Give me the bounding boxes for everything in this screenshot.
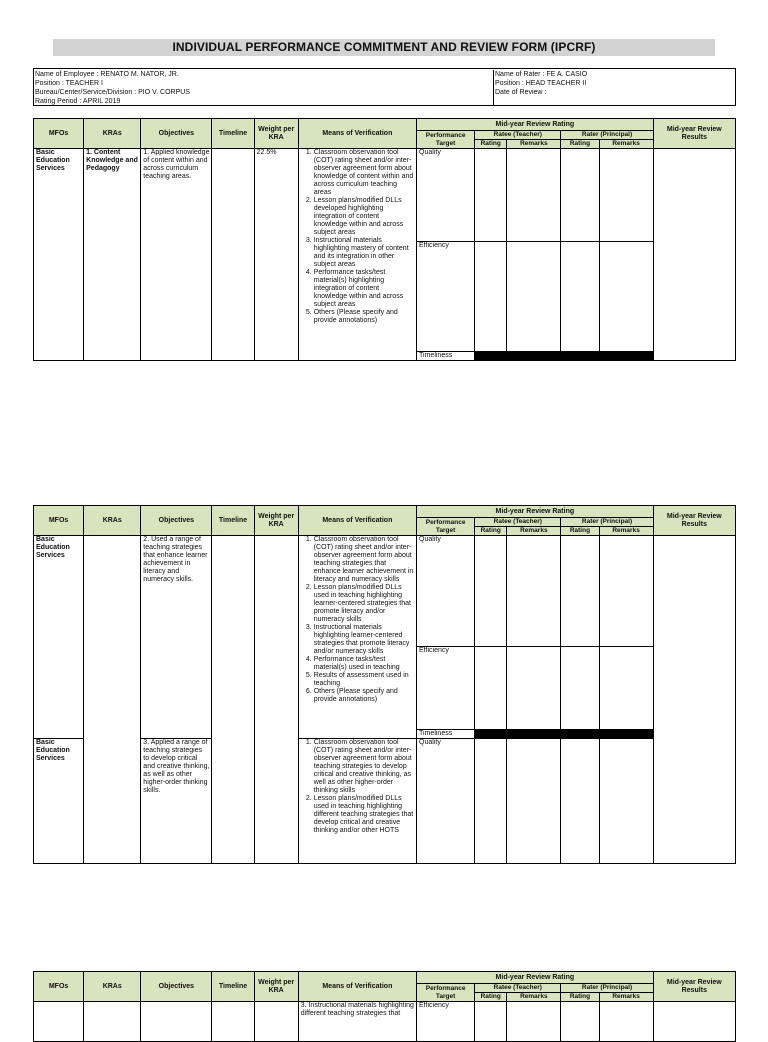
- header-rater-rating: Rating: [561, 140, 599, 149]
- target-timeliness: Timeliness: [417, 730, 475, 739]
- header-mfos: MFOs: [34, 119, 84, 149]
- header-ratee-rating: Rating: [475, 140, 507, 149]
- date-of-review: Date of Review :: [495, 89, 547, 96]
- midyear-results-cell: [653, 536, 735, 864]
- header-ratee: Ratee (Teacher): [475, 131, 561, 140]
- kra-cell: [84, 536, 141, 864]
- mov-item: 4. Performance tasks/test material(s) used in teaching: [314, 656, 414, 672]
- mov-item: 2. Lesson plans/modified DLLs used in teaching highlighting different teaching strategies that develop critical and creative thinking and/or other HOTS: [314, 795, 414, 835]
- objective-cell: 2. Used a range of teaching strategies that enhance learner achievement in literacy and numeracy skills.: [141, 536, 212, 739]
- header-mfos: MFOs: [34, 972, 84, 1002]
- mov-item: 6. Others (Please specify and provide annotations): [314, 688, 414, 704]
- employee-bureau: Bureau/Center/Service/Division : PIO V. CORPUS: [35, 89, 190, 96]
- mov-item: 5. Others (Please specify and provide annotations): [314, 309, 414, 325]
- mfo-cell: Basic Education Services: [34, 536, 84, 739]
- mov-item: 3. Instructional materials highlighting different teaching strategies that: [300, 1002, 414, 1017]
- header-ratee-remarks: Remarks: [507, 993, 561, 1002]
- header-midyear-results: Mid-year Review Results: [653, 119, 735, 149]
- header-kras: KRAs: [84, 119, 141, 149]
- header-kras: KRAs: [84, 972, 141, 1002]
- header-rater-rating: Rating: [561, 993, 599, 1002]
- objective-cell: 3. Applied a range of teaching strategies to develop critical and creative thinking, as well as other higher-order thinking skills.: [141, 739, 212, 864]
- header-performance-target: Performance Target: [417, 518, 475, 536]
- employee-info: [34, 70, 494, 106]
- header-ratee-remarks: Remarks: [507, 140, 561, 149]
- header-midyear-rating: Mid-year Review Rating: [417, 119, 654, 131]
- header-midyear-results: Mid-year Review Results: [653, 972, 735, 1002]
- header-mov: Means of Verification: [298, 119, 416, 149]
- mov-item: 1. Classroom observation tool (COT) rating sheet and/or inter-observer agreement form about teaching strategies that enhance learner achievement in literacy and numeracy skills: [314, 536, 414, 584]
- header-rater-rating: Rating: [561, 527, 599, 536]
- header-weight: Weight per KRA: [254, 119, 298, 149]
- mov-item: 3. Instructional materials highlighting learner-centered strategies that promote literacy and/or numeracy skills: [314, 624, 414, 656]
- form-title: INDIVIDUAL PERFORMANCE COMMITMENT AND REVIEW FORM (IPCRF): [53, 39, 715, 56]
- header-midyear-results: Mid-year Review Results: [653, 506, 735, 536]
- header-mfos: MFOs: [34, 506, 84, 536]
- weight-cell: 22.5%: [254, 149, 298, 361]
- employee-info-box: [33, 68, 736, 106]
- header-midyear-rating: Mid-year Review Rating: [417, 972, 654, 984]
- header-weight: Weight per KRA: [254, 972, 298, 1002]
- header-timeline: Timeline: [212, 972, 254, 1002]
- mov-cell: [298, 536, 416, 739]
- header-weight: Weight per KRA: [254, 506, 298, 536]
- mov-cell: [298, 149, 416, 361]
- target-efficiency: Efficiency: [417, 647, 475, 730]
- target-quality: Quality: [417, 536, 475, 647]
- employee-position: Position : TEACHER I: [35, 80, 103, 87]
- mov-item: 4. Performance tasks/test material(s) highlighting integration of content knowledge within and across subject areas: [314, 269, 414, 309]
- header-rater-remarks: Remarks: [599, 993, 653, 1002]
- target-timeliness: Timeliness: [417, 352, 475, 361]
- header-performance-target: Performance Target: [417, 984, 475, 1002]
- header-rater: Rater (Principal): [561, 131, 653, 140]
- header-rater: Rater (Principal): [561, 518, 653, 527]
- mfo-cell: Basic Education Services: [34, 739, 84, 864]
- ipcrf-table-2: [33, 505, 736, 864]
- header-mov: Means of Verification: [298, 506, 416, 536]
- header-objectives: Objectives: [141, 506, 212, 536]
- mov-item: 1. Classroom observation tool (COT) rating sheet and/or inter-observer agreement form about knowledge of content within and across curriculum teaching areas: [314, 149, 414, 197]
- mov-item: 2. Lesson plans/modified DLLs used in teaching highlighting learner-centered strategies that promote literacy and/or numeracy skills: [314, 584, 414, 624]
- target-efficiency: Efficiency: [417, 1002, 475, 1042]
- timeline-cell: [212, 536, 254, 864]
- header-midyear-rating: Mid-year Review Rating: [417, 506, 654, 518]
- header-rater-remarks: Remarks: [599, 527, 653, 536]
- timeline-cell: [212, 149, 254, 361]
- header-ratee-remarks: Remarks: [507, 527, 561, 536]
- header-kras: KRAs: [84, 506, 141, 536]
- header-ratee-rating: Rating: [475, 993, 507, 1002]
- header-rater: Rater (Principal): [561, 984, 653, 993]
- mov-cell: [298, 739, 416, 864]
- midyear-results-cell: [653, 149, 735, 361]
- rating-period: Rating Period : APRIL 2019: [35, 98, 121, 105]
- rater-position: Position : HEAD TEACHER II: [495, 80, 587, 87]
- header-objectives: Objectives: [141, 119, 212, 149]
- mov-item: 3. Instructional materials highlighting mastery of content and its integration in other subject areas: [314, 237, 414, 269]
- rater-name: Name of Rater : FE A. CASIO: [495, 71, 588, 78]
- mov-item: 1. Classroom observation tool (COT) rating sheet and/or inter-observer agreement form about teaching strategies to develop critical and creative thinking, as well as other higher-order thinking skills: [314, 739, 414, 795]
- header-timeline: Timeline: [212, 506, 254, 536]
- weight-cell: [254, 536, 298, 864]
- mov-cell: [298, 1002, 416, 1042]
- mov-item: 2. Lesson plans/modified DLLs developed highlighting integration of content knowledge within and across subject areas: [314, 197, 414, 237]
- employee-name: Name of Employee : RENATO M. NATOR, JR.: [35, 71, 179, 78]
- header-objectives: Objectives: [141, 972, 212, 1002]
- header-timeline: Timeline: [212, 119, 254, 149]
- header-performance-target: Performance Target: [417, 131, 475, 149]
- target-efficiency: Efficiency: [417, 242, 475, 352]
- mov-item: 5. Results of assessment used in teaching: [314, 672, 414, 688]
- ipcrf-table-3: [33, 971, 736, 1042]
- header-ratee: Ratee (Teacher): [475, 984, 561, 993]
- header-mov: Means of Verification: [298, 972, 416, 1002]
- target-quality: Quality: [417, 149, 475, 242]
- kra-cell: 1. Content Knowledge and Pedagogy: [84, 149, 141, 361]
- header-rater-remarks: Remarks: [599, 140, 653, 149]
- header-ratee-rating: Rating: [475, 527, 507, 536]
- rater-info: [494, 70, 587, 97]
- header-ratee: Ratee (Teacher): [475, 518, 561, 527]
- objective-cell: 1. Applied knowledge of content within and across curriculum teaching areas.: [141, 149, 212, 361]
- target-quality: Quality: [417, 739, 475, 864]
- mfo-cell: Basic Education Services: [34, 149, 84, 361]
- ipcrf-table-1: [33, 118, 736, 361]
